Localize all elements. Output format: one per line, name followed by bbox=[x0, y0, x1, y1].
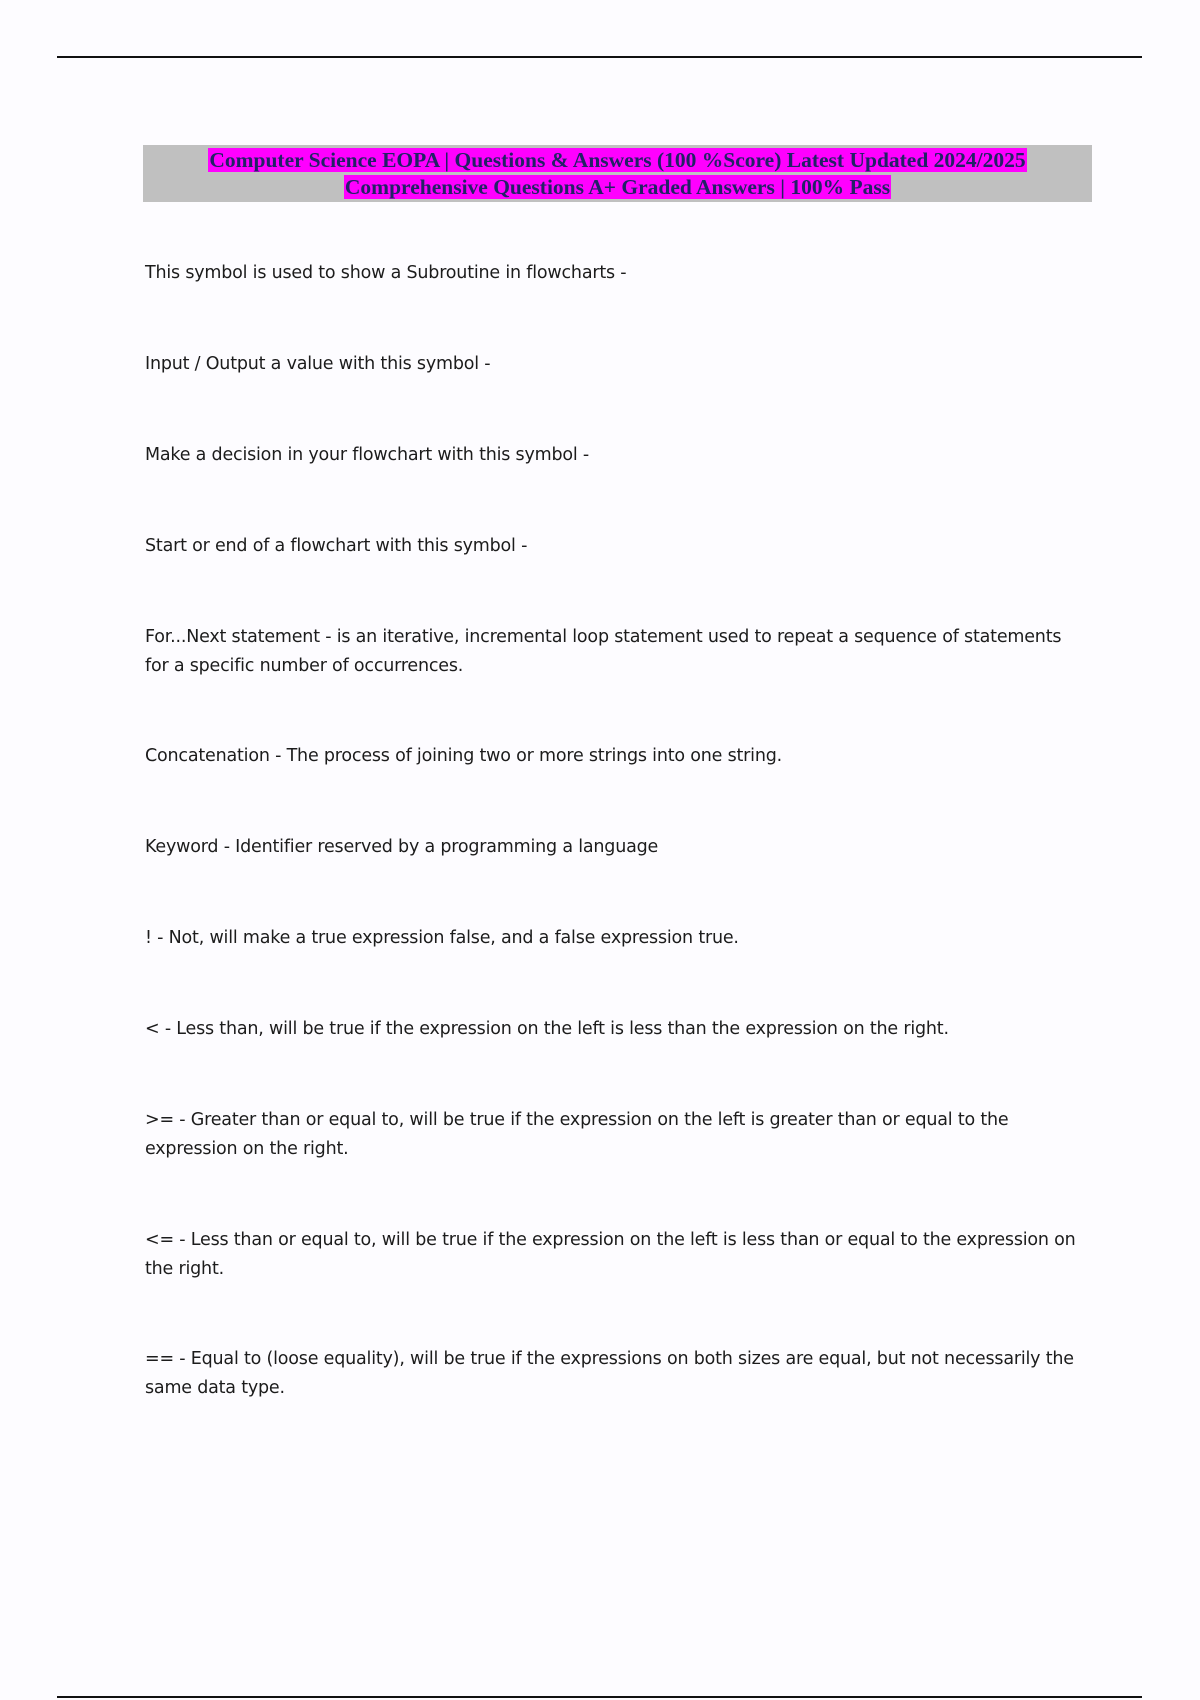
qa-item-4: Start or end of a flowchart with this symbol - bbox=[145, 536, 528, 556]
title-line-2: Comprehensive Questions A+ Graded Answers | 100% Pass bbox=[344, 175, 891, 199]
qa-item-5: For...Next statement - is an iterative, incremental loop statement used to repeat a sequence of statements for a specific number of occurrences. bbox=[145, 627, 1062, 676]
qa-item-6: Concatenation - The process of joining two or more strings into one string. bbox=[145, 746, 782, 766]
title-band bbox=[143, 145, 1092, 202]
qa-item-2: Input / Output a value with this symbol - bbox=[145, 354, 491, 374]
qa-item-8: ! - Not, will make a true expression false, and a false expression true. bbox=[145, 928, 739, 948]
title-line-2-wrap bbox=[143, 174, 1092, 201]
header-rule bbox=[57, 56, 1142, 58]
qa-item-1: This symbol is used to show a Subroutine in flowcharts - bbox=[145, 263, 627, 283]
title-line-1-wrap bbox=[143, 147, 1092, 174]
qa-item-7: Keyword - Identifier reserved by a programming a language bbox=[145, 837, 659, 857]
qa-item-12: == - Equal to (loose equality), will be true if the expressions on both sizes are equal, but not necessarily the same data type. bbox=[145, 1349, 1074, 1398]
title-line-1: Computer Science EOPA | Questions & Answers (100 %Score) Latest Updated 2024/2025 bbox=[209, 148, 1026, 172]
qa-item-9: < - Less than, will be true if the expression on the left is less than the expression on the right. bbox=[145, 1019, 949, 1039]
footer-rule bbox=[57, 1696, 1142, 1698]
qa-item-3: Make a decision in your flowchart with this symbol - bbox=[145, 445, 590, 465]
qa-item-10: >= - Greater than or equal to, will be true if the expression on the left is greater than or equal to the expression on the right. bbox=[145, 1110, 1009, 1159]
qa-item-11: <= - Less than or equal to, will be true if the expression on the left is less than or equal to the expression on the right. bbox=[145, 1230, 1076, 1279]
